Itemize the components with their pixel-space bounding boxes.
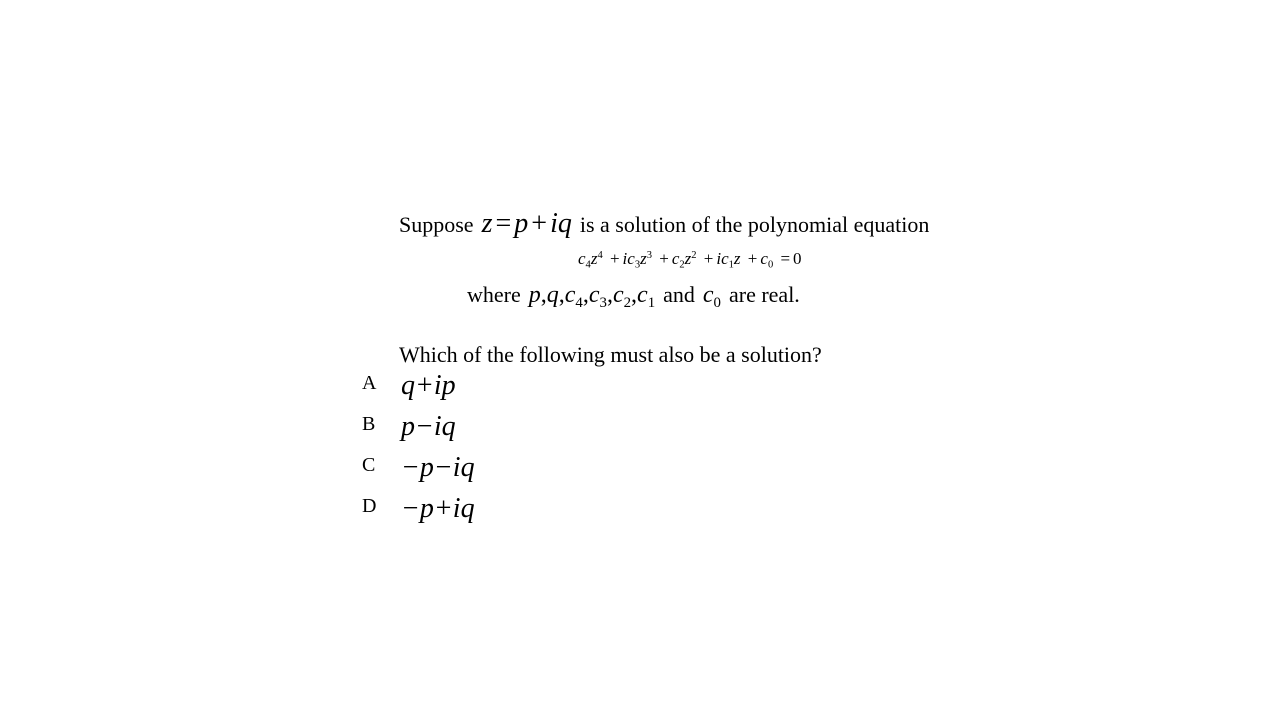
option-letter: B [362, 413, 376, 435]
equals-sign: = [780, 249, 791, 268]
coef-c4: c [578, 249, 586, 268]
option-expression: q+ip [401, 370, 456, 401]
option-letter: C [362, 454, 376, 476]
option-expression: −p+iq [401, 493, 475, 524]
comma: , [582, 282, 589, 308]
intro-before-text: Suppose [399, 212, 474, 237]
intro-line [399, 210, 929, 238]
question-prompt: Which of the following must also be a solution? [399, 342, 822, 367]
equals-sign: = [495, 208, 512, 239]
var-z: z [733, 249, 741, 268]
sub-0: 0 [767, 259, 774, 271]
var-z: z [684, 249, 692, 268]
intro-after-text: is a solution of the polynomial equation [579, 212, 930, 237]
rhs-zero: 0 [793, 249, 802, 268]
sub-4: 4 [585, 259, 591, 271]
sub-0: 0 [713, 295, 721, 312]
comma: , [558, 282, 565, 308]
intro-math [482, 208, 572, 239]
and-text: and [663, 282, 695, 307]
plus-sign: + [609, 249, 620, 268]
plus-sign: + [703, 249, 714, 268]
var-c0-group [702, 282, 721, 312]
sub-1: 1 [728, 259, 734, 271]
are-real-text: are real. [728, 282, 800, 307]
coef-ic3: ic [622, 249, 635, 268]
sub-3: 3 [599, 295, 607, 312]
sup-3: 3 [646, 250, 652, 262]
sup-2: 2 [691, 250, 697, 262]
var-p: p [514, 208, 529, 239]
var-z: z [590, 249, 598, 268]
sub-4: 4 [575, 295, 583, 312]
var-c2: c [612, 282, 624, 308]
where-line [467, 283, 800, 311]
plus-sign: + [531, 208, 548, 239]
var-c3: c [588, 282, 600, 308]
option-letter: D [362, 495, 377, 517]
var-p: p [528, 282, 541, 308]
plus-sign: + [747, 249, 758, 268]
coef-c2: c [671, 249, 680, 268]
var-c0: c [702, 282, 714, 308]
option-expression: −p−iq [401, 452, 475, 483]
sub-2: 2 [679, 259, 685, 271]
option-expression: p−iq [401, 411, 456, 442]
plus-sign: + [659, 249, 669, 268]
var-z: z [640, 249, 647, 268]
var-c1: c [637, 282, 648, 308]
comma: , [540, 282, 547, 308]
comma: , [631, 282, 638, 308]
sub-2: 2 [623, 295, 632, 312]
sup-4: 4 [597, 250, 603, 262]
option-letter: A [362, 372, 377, 394]
coef-ic1: ic [716, 249, 729, 268]
comma: , [606, 282, 613, 308]
var-c4: c [564, 282, 576, 308]
where-vars [528, 282, 656, 312]
var-iq: iq [550, 208, 572, 239]
where-text: where [467, 282, 521, 307]
var-q: q [546, 282, 559, 308]
var-z: z [481, 208, 493, 239]
polynomial-equation [578, 250, 802, 271]
sub-3: 3 [634, 259, 641, 271]
sub-1: 1 [647, 295, 656, 312]
coef-c0: c [760, 249, 768, 268]
